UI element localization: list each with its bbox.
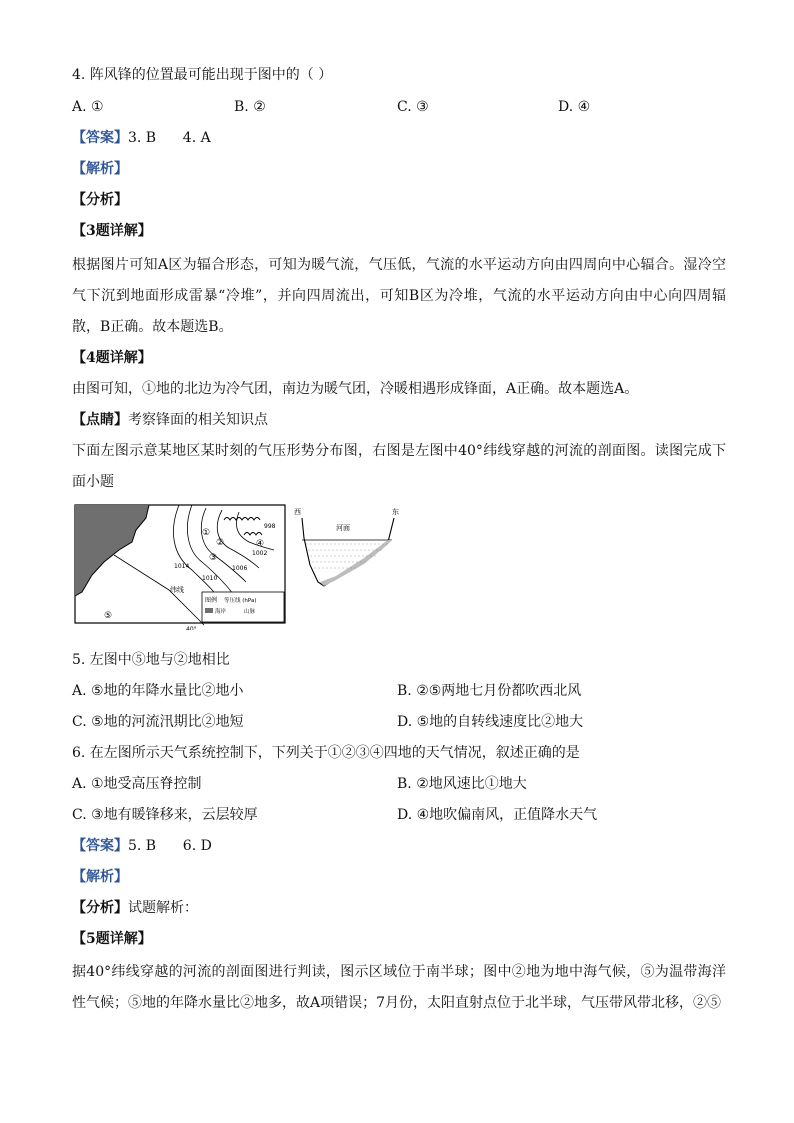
question-6-stem: 6. 在左图所示天气系统控制下，下列关于①②③④四地的天气情况，叙述正确的是 <box>72 745 580 761</box>
pressure-map <box>75 505 285 630</box>
isobar-label-1006: 1006 <box>232 565 248 572</box>
dianjing-line <box>72 410 268 430</box>
answer-tag: 【答案】 <box>72 130 128 146</box>
figure <box>74 500 404 634</box>
dianjing-text: 考察锋面的相关知识点 <box>128 412 268 428</box>
west-label: 西 <box>294 508 301 516</box>
detail-4-text: 由图可知，①地的北边为冷气团，南边为暖气团，冷暖相遇形成锋面，A正确。故本题选A。 <box>72 381 639 397</box>
q4-option-c: C. ③ <box>397 99 429 115</box>
latitude-label: 纬线 <box>170 586 184 594</box>
q5-option-c: C. ⑤地的河流汛期比②地短 <box>72 714 244 730</box>
isobar-label-1010: 1010 <box>202 575 218 582</box>
point-3: ③ <box>209 553 218 563</box>
question-4-stem: 4. 阵风锋的位置最可能出现于图中的（ ） <box>72 67 333 83</box>
fenxi-line-2 <box>72 898 198 918</box>
q6-option-c: C. ③地有暖锋移来，云层较厚 <box>72 807 258 823</box>
east-label: 东 <box>392 508 399 516</box>
legend-isobar: 等压线 (hPa) <box>224 598 257 604</box>
fenxi-tag-2: 【分析】 <box>72 900 128 916</box>
point-2: ② <box>216 538 225 548</box>
isobar-label-998: 998 <box>264 523 276 530</box>
detail-4-title: 【4题详解】 <box>72 350 152 366</box>
detail-3-text: 根据图片可知A区为辐合形态，可知为暖气流，气压低，气流的水平运动方向由四周向中心辐合。湿冷空气下沉到地面形成雷暴“冷堆”，并向四周流出，可知B区为冷堆，气流的水平运动方向由中心向四周辐散，B正确。故本题选B。 <box>72 257 726 335</box>
legend-title: 图例 <box>205 597 218 604</box>
answer-tag-2: 【答案】 <box>72 838 128 854</box>
legend-land-swatch <box>205 608 213 613</box>
fenxi-tag-1: 【分析】 <box>72 192 128 208</box>
detail-3-title: 【3题详解】 <box>72 223 152 239</box>
answer-text: 3. B 4. A <box>128 130 211 146</box>
figure-svg <box>74 500 404 630</box>
legend-mountain: 山脉 <box>244 609 256 615</box>
analysis-tag-2: 【解析】 <box>72 869 128 885</box>
dianjing-tag: 【点睛】 <box>72 412 128 428</box>
isobar-label-1002: 1002 <box>252 550 268 557</box>
point-1: ① <box>202 528 211 538</box>
q6-option-b: B. ②地风速比①地大 <box>397 776 527 792</box>
q4-option-d: D. ④ <box>558 99 591 115</box>
river-profile <box>294 505 400 617</box>
q4-option-a: A. ① <box>72 99 104 115</box>
answer-line-1 <box>72 128 211 148</box>
answer-text-2: 5. B 6. D <box>128 838 212 854</box>
q5-option-b: B. ②⑤两地七月份都吹西北风 <box>397 683 582 699</box>
q5-option-a: A. ⑤地的年降水量比②地小 <box>72 683 244 699</box>
river-surface-label: 河面 <box>336 524 350 532</box>
detail-5-text: 据40°纬线穿越的河流的剖面图进行判读，图示区域位于南半球；图中②地为地中海气候，⑤为温带海洋性气候；⑤地的年降水量比②地多，故A项错误；7月份，太阳直射点位于北半球，气压带风带北移，②⑤ <box>72 964 726 1011</box>
intro-text: 下面左图示意某地区某时刻的气压形势分布图，右图是左图中40°纬线穿越的河流的剖面图。读图完成下面小题 <box>72 443 726 490</box>
latitude-value: 40° <box>186 626 197 630</box>
q6-option-a: A. ①地受高压脊控制 <box>72 776 202 792</box>
fenxi-text-2: 试题解析： <box>128 900 198 916</box>
q5-option-d: D. ⑤地的自转线速度比②地大 <box>397 714 584 730</box>
q6-option-d: D. ④地吹偏南风，正值降水天气 <box>397 807 598 823</box>
legend-coast: 海岸 <box>215 609 227 615</box>
detail-5-title: 【5题详解】 <box>72 931 152 947</box>
point-4: ④ <box>256 539 265 549</box>
analysis-tag-1: 【解析】 <box>72 161 128 177</box>
answer-line-2 <box>72 836 212 856</box>
isobar-label-1014: 1014 <box>174 563 190 570</box>
point-5: ⑤ <box>104 611 113 621</box>
q4-option-b: B. ② <box>234 99 266 115</box>
question-5-stem: 5. 左图中⑤地与②地相比 <box>72 652 230 668</box>
